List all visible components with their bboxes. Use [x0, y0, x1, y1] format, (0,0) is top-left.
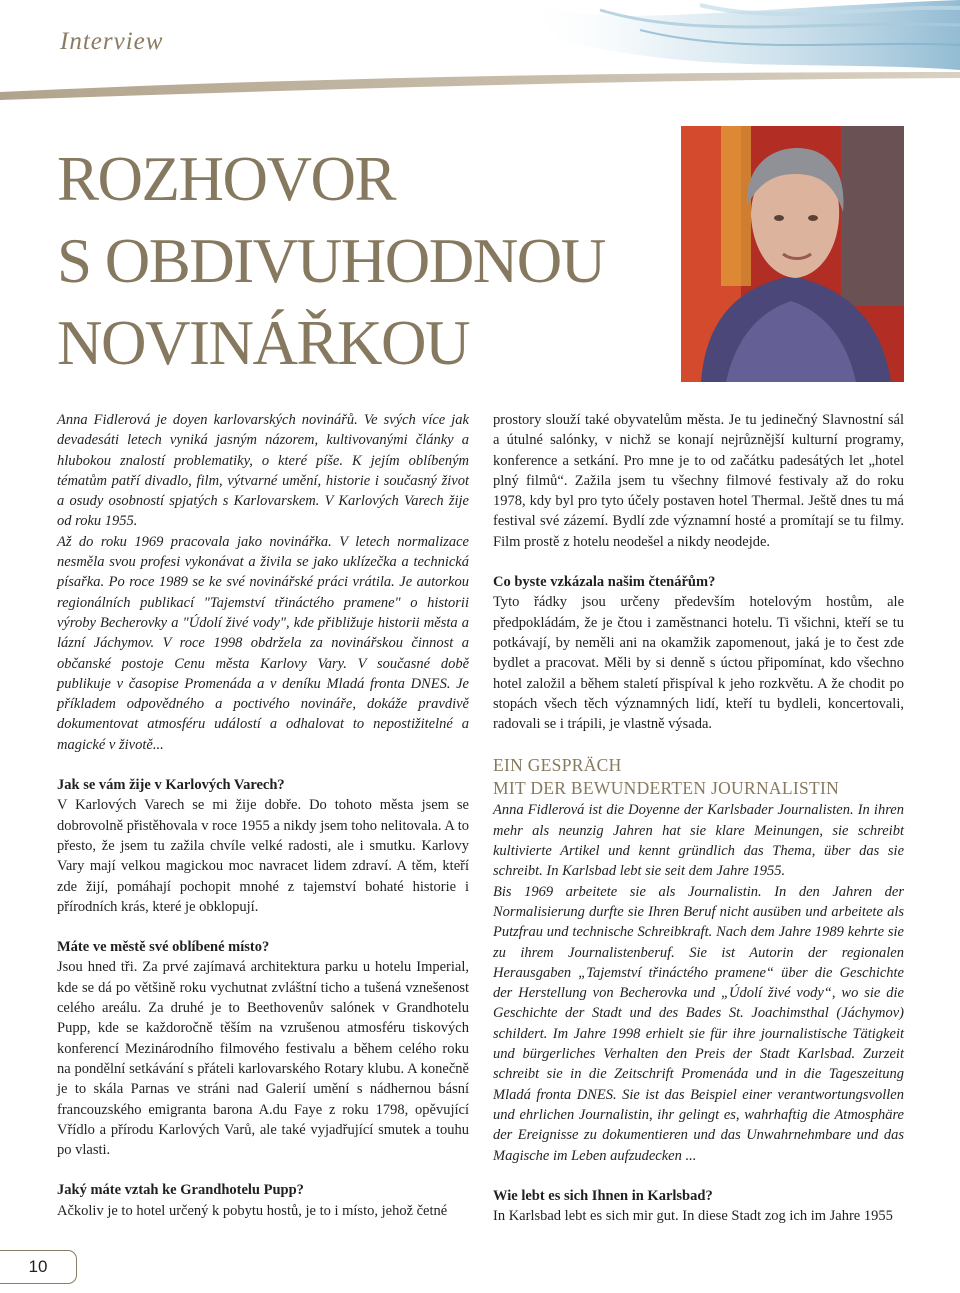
question-1: Jak se vám žije v Karlových Varech?: [57, 777, 285, 794]
german-heading-line-2: MIT DER BEWUNDERTEN JOURNALISTIN: [493, 778, 840, 799]
answer-3-continued: prostory slouží také obyvatelům města. Je tu jedinečný Slavnostní sál a útulné salónky, v nichž se konají nejrůznější kulturní programy, konference a setkání. Pro mne je to od začátku padesátých let „hotel plný filmů“. Zažila jsem tu všechny filmové festivaly až do roku 1978, kdy byl pro tyto účely postaven hotel Thermal. Ještě dnes tu má festival své zázemí. Bydlí zde významní hosté a promítají se tu filmy. Film prostě z hotelu neodešel a nikdy neodejde.: [493, 412, 904, 550]
answer-1: V Karlových Varech se mi žije dobře. Do tohoto města jsem se dobrovolně přistěhovala v roce 1955 a nikdy jsem toho nelitovala. A to přesto, že jsem tu zažila chvíle velké radosti, ale i smutku. Karlovy Vary mají velkou magickou moc navracet lidem zdraví. A těm, kteří zde žijí, pomáhají pochopit mnohé z tajemství bohaté historie i přírodních krás, které je obklopují.: [57, 797, 469, 915]
german-intro-paragraph-2: Bis 1969 arbeitete sie als Journalistin. In den Jahren der Normalisierung durfte sie Ihren Beruf nicht ausüben und arbeitete als Putzfrau und technische Schreibkraft. Nach dem Jahre 1989 kehrte sie zu ihrem Journalistenberuf. Sie ist Autorin der regionalen Herausgaben „Tajemství třináctého pramene“ über die Geschichte der Herstellung von Becherovka und „Údolí živé vody“, wo sie die Geschichte der Stadt und des Bades St. Joachimsthal (Jáchymov) schildert. Im Jahre 1998 erhielt sie für ihre journalistische Tätigkeit und bürgerliches Verhalten den Preis der Stadt Karlsbad. Zurzeit schreibt sie in die Zeitschrift Promenáda und in die Tageszeitung Mladá fronta DNES. Sie ist das Beispiel einer verantwortungsvollen und ehrlichen Journalistin, ihr gelingt es, wahrhaftig die Atmosphäre der Ereignisse zu dokumentieren und das Unwahrnehmbare und das Magische im Leben aufzudecken ...: [493, 883, 904, 1164]
question-3: Jaký máte vztah ke Grandhotelu Pupp?: [57, 1182, 304, 1199]
answer-2: Jsou hned tři. Za prvé zajímavá architektura parku u hotelu Imperial, kde se dá po většině roku vychutnat zvláštní ticho a tušená vznešenost celého areálu. Za druhé je to Beethovenův salónek v Grandhotelu Pupp, kde se každoročně těším na vzrušenou atmosféru tiskových konferencí Mezinárodního filmového festivalu a během celého roku na pondělní setkávání s přáteli karlovarského Rotary klubu. A konečně je to skála Parnas ve stráni nad Galerií umění s nádhernou básní francouzského emigranta barona A.du Faye z roku 1798, opěvující Vřídlo a přírodu Karlových Varů, ale také vyjadřující smutek a touhu po vlasti.: [57, 959, 469, 1159]
answer-3: Ačkoliv je to hotel určený k pobytu hostů, je to i místo, jehož četné: [57, 1202, 448, 1219]
article-title: [57, 138, 667, 384]
section-label: Interview: [60, 28, 164, 55]
page-number: 10: [0, 1250, 77, 1284]
portrait-image: [681, 126, 904, 382]
intro-paragraph-2: Až do roku 1969 pracovala jako novinářka. V letech normalizace nesměla svou profesi vykonávat a živila se jako uklízečka a technická písařka. Po roce 1989 se ke své novinářské práci vrátila. Je autorkou regionálních publikací "Tajemství třináctého pramene" o historii výroby Becherovky a "Údolí živé vody", kde přibližuje historii města a lázní Jáchymov. V roce 1998 obdržela za novinářskou činnost a občanské postoje Cenu města Karlovy Vary. V současné době publikuje v časopise Promenáda a v deníku Mladá fronta DNES. Je příkladem odpovědného a poctivého novináře, dokáže pravdivě dokumentovat atmosféru událostí a odhalovat to nepostižitelné a magické v životě...: [57, 533, 469, 753]
title-line-2: S OBDIVUHODNOU: [57, 226, 605, 296]
german-intro-paragraph-1: Anna Fidlerová ist die Doyenne der Karlsbader Journalisten. In ihren mehr als neunzig Jahren hat sie klare Meinungen, sie schreibt kultivierte Artikel und kennt gründlich das Thema, über das sie schreibt. In Karlsbad lebt sie seit dem Jahre 1955.: [493, 802, 904, 880]
question-4: Co byste vzkázala našim čtenářům?: [493, 574, 716, 591]
title-line-1: ROZHOVOR: [57, 144, 396, 214]
question-2: Máte ve městě své oblíbené místo?: [57, 939, 270, 956]
german-answer-1: In Karlsbad lebt es sich mir gut. In diese Stadt zog ich im Jahre 1955: [493, 1208, 893, 1225]
title-line-3: NOVINÁŘKOU: [57, 308, 469, 378]
portrait-photo: [681, 126, 904, 382]
left-column: [57, 410, 469, 1221]
german-heading-line-1: EIN GESPRÄCH: [493, 755, 622, 776]
intro-paragraph-1: Anna Fidlerová je doyen karlovarských novinářů. Ve svých více jak devadesáti letech vyniká jasným názorem, kultivovanými články a hlubokou znalostí problematiky, o které píše. K jejím oblíbeným tématům patří divadlo, film, výtvarné umění, historie i současný život a osudy osobností spjatých s Karlovarskem. V Karlových Varech žije od roku 1955.: [57, 412, 469, 530]
german-question-1: Wie lebt es sich Ihnen in Karlsbad?: [493, 1187, 713, 1204]
right-column: [493, 410, 904, 1226]
answer-4: Tyto řádky jsou určeny především hotelovým hostům, ale předpokládám, že je čtou i zaměstnanci hotelu. Ti všichni, kteří se tu potkávají, by neměli ani na okamžik zapomenout, jaká je to čest zde bydlet a pracovat. Měli by si denně s úctou připomínat, kdo všechno hotel založil a během staletí přispíval k jeho rozkvětu. A že chodit po stopách všech těch významných lidí, kteří tu bydleli, koncertovali, radovali se i trápili, je vlastně výsada.: [493, 594, 904, 733]
